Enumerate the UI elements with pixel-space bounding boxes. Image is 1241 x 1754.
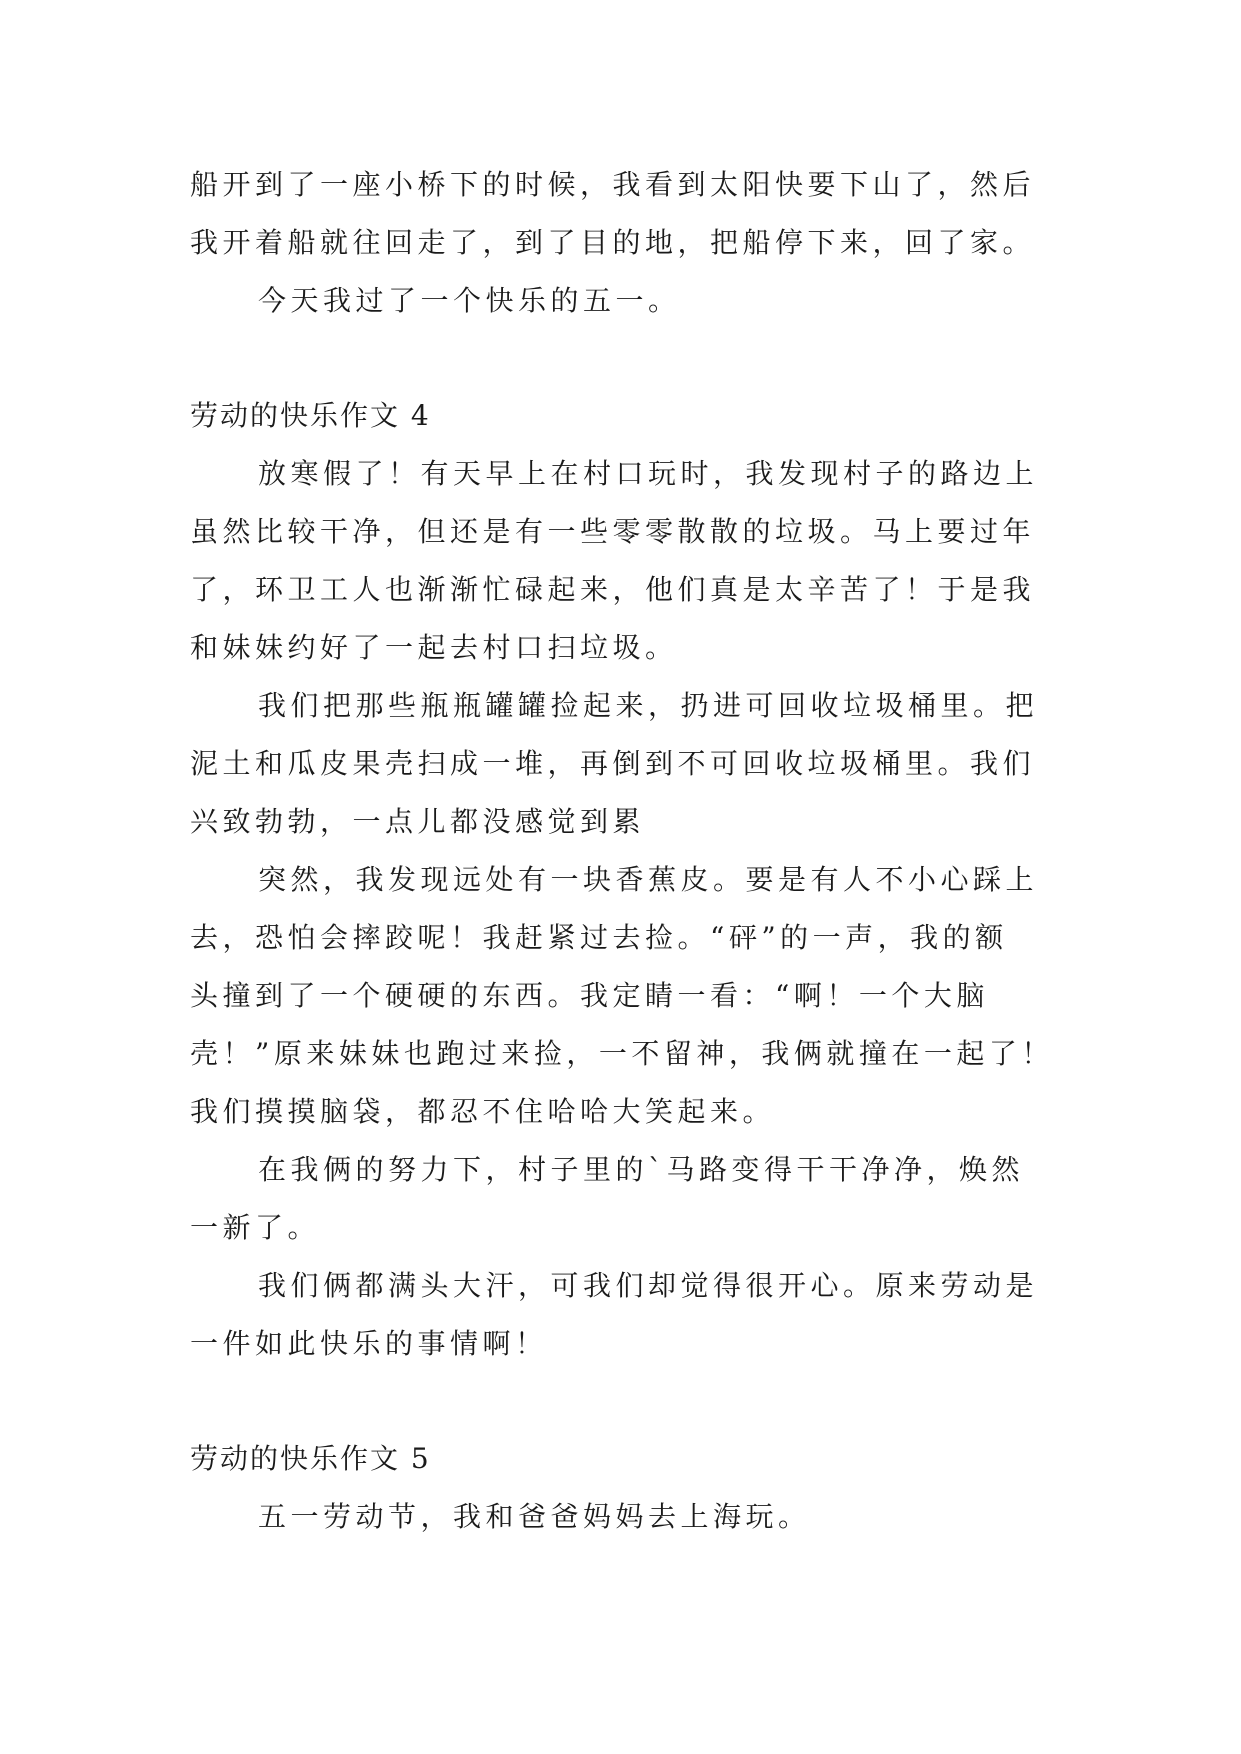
paragraph-line: 虽然比较干净，但还是有一些零零散散的垃圾。马上要过年 bbox=[190, 515, 1036, 548]
paragraph-line: 我们摸摸脑袋，都忍不住哈哈大笑起来。 bbox=[190, 1095, 776, 1128]
paragraph-line: 了，环卫工人也渐渐忙碌起来，他们真是太辛苦了！于是我 bbox=[190, 573, 1036, 606]
paragraph-line: 和妹妹约好了一起去村口扫垃圾。 bbox=[190, 631, 678, 664]
section-heading: 劳动的快乐作文 5 bbox=[190, 1442, 431, 1475]
paragraph-line: 泥土和瓜皮果壳扫成一堆，再倒到不可回收垃圾桶里。我们 bbox=[190, 747, 1036, 780]
paragraph-line: 突然，我发现远处有一块香蕉皮。要是有人不小心踩上 bbox=[258, 863, 1039, 896]
paragraph-line: 一新了。 bbox=[190, 1211, 321, 1244]
paragraph-line: 在我俩的努力下，村子里的`马路变得干干净净，焕然 bbox=[258, 1153, 1025, 1186]
paragraph-line: 船开到了一座小桥下的时候，我看到太阳快要下山了，然后 bbox=[190, 168, 1036, 201]
paragraph-line: 头撞到了一个硬硬的东西。我定睛一看：“啊！一个大脑 bbox=[190, 979, 989, 1012]
paragraph-line: 我们俩都满头大汗，可我们却觉得很开心。原来劳动是 bbox=[258, 1269, 1039, 1302]
section-heading: 劳动的快乐作文 4 bbox=[190, 399, 431, 432]
paragraph-line: 五一劳动节，我和爸爸妈妈去上海玩。 bbox=[258, 1500, 811, 1533]
paragraph-line: 放寒假了！有天早上在村口玩时，我发现村子的路边上 bbox=[258, 457, 1039, 490]
paragraph-line: 去，恐怕会摔跤呢！我赶紧过去捡。“砰”的一声，我的额 bbox=[190, 921, 1008, 954]
paragraph-line: 壳！”原来妹妹也跑过来捡，一不留神，我俩就撞在一起了！ bbox=[190, 1037, 1054, 1070]
paragraph-line: 我们把那些瓶瓶罐罐捡起来，扔进可回收垃圾桶里。把 bbox=[258, 689, 1039, 722]
paragraph-line: 今天我过了一个快乐的五一。 bbox=[258, 284, 681, 317]
paragraph-line: 一件如此快乐的事情啊！ bbox=[190, 1327, 548, 1360]
paragraph-line: 我开着船就往回走了，到了目的地，把船停下来，回了家。 bbox=[190, 226, 1036, 259]
paragraph-line: 兴致勃勃，一点儿都没感觉到累 bbox=[190, 805, 646, 838]
